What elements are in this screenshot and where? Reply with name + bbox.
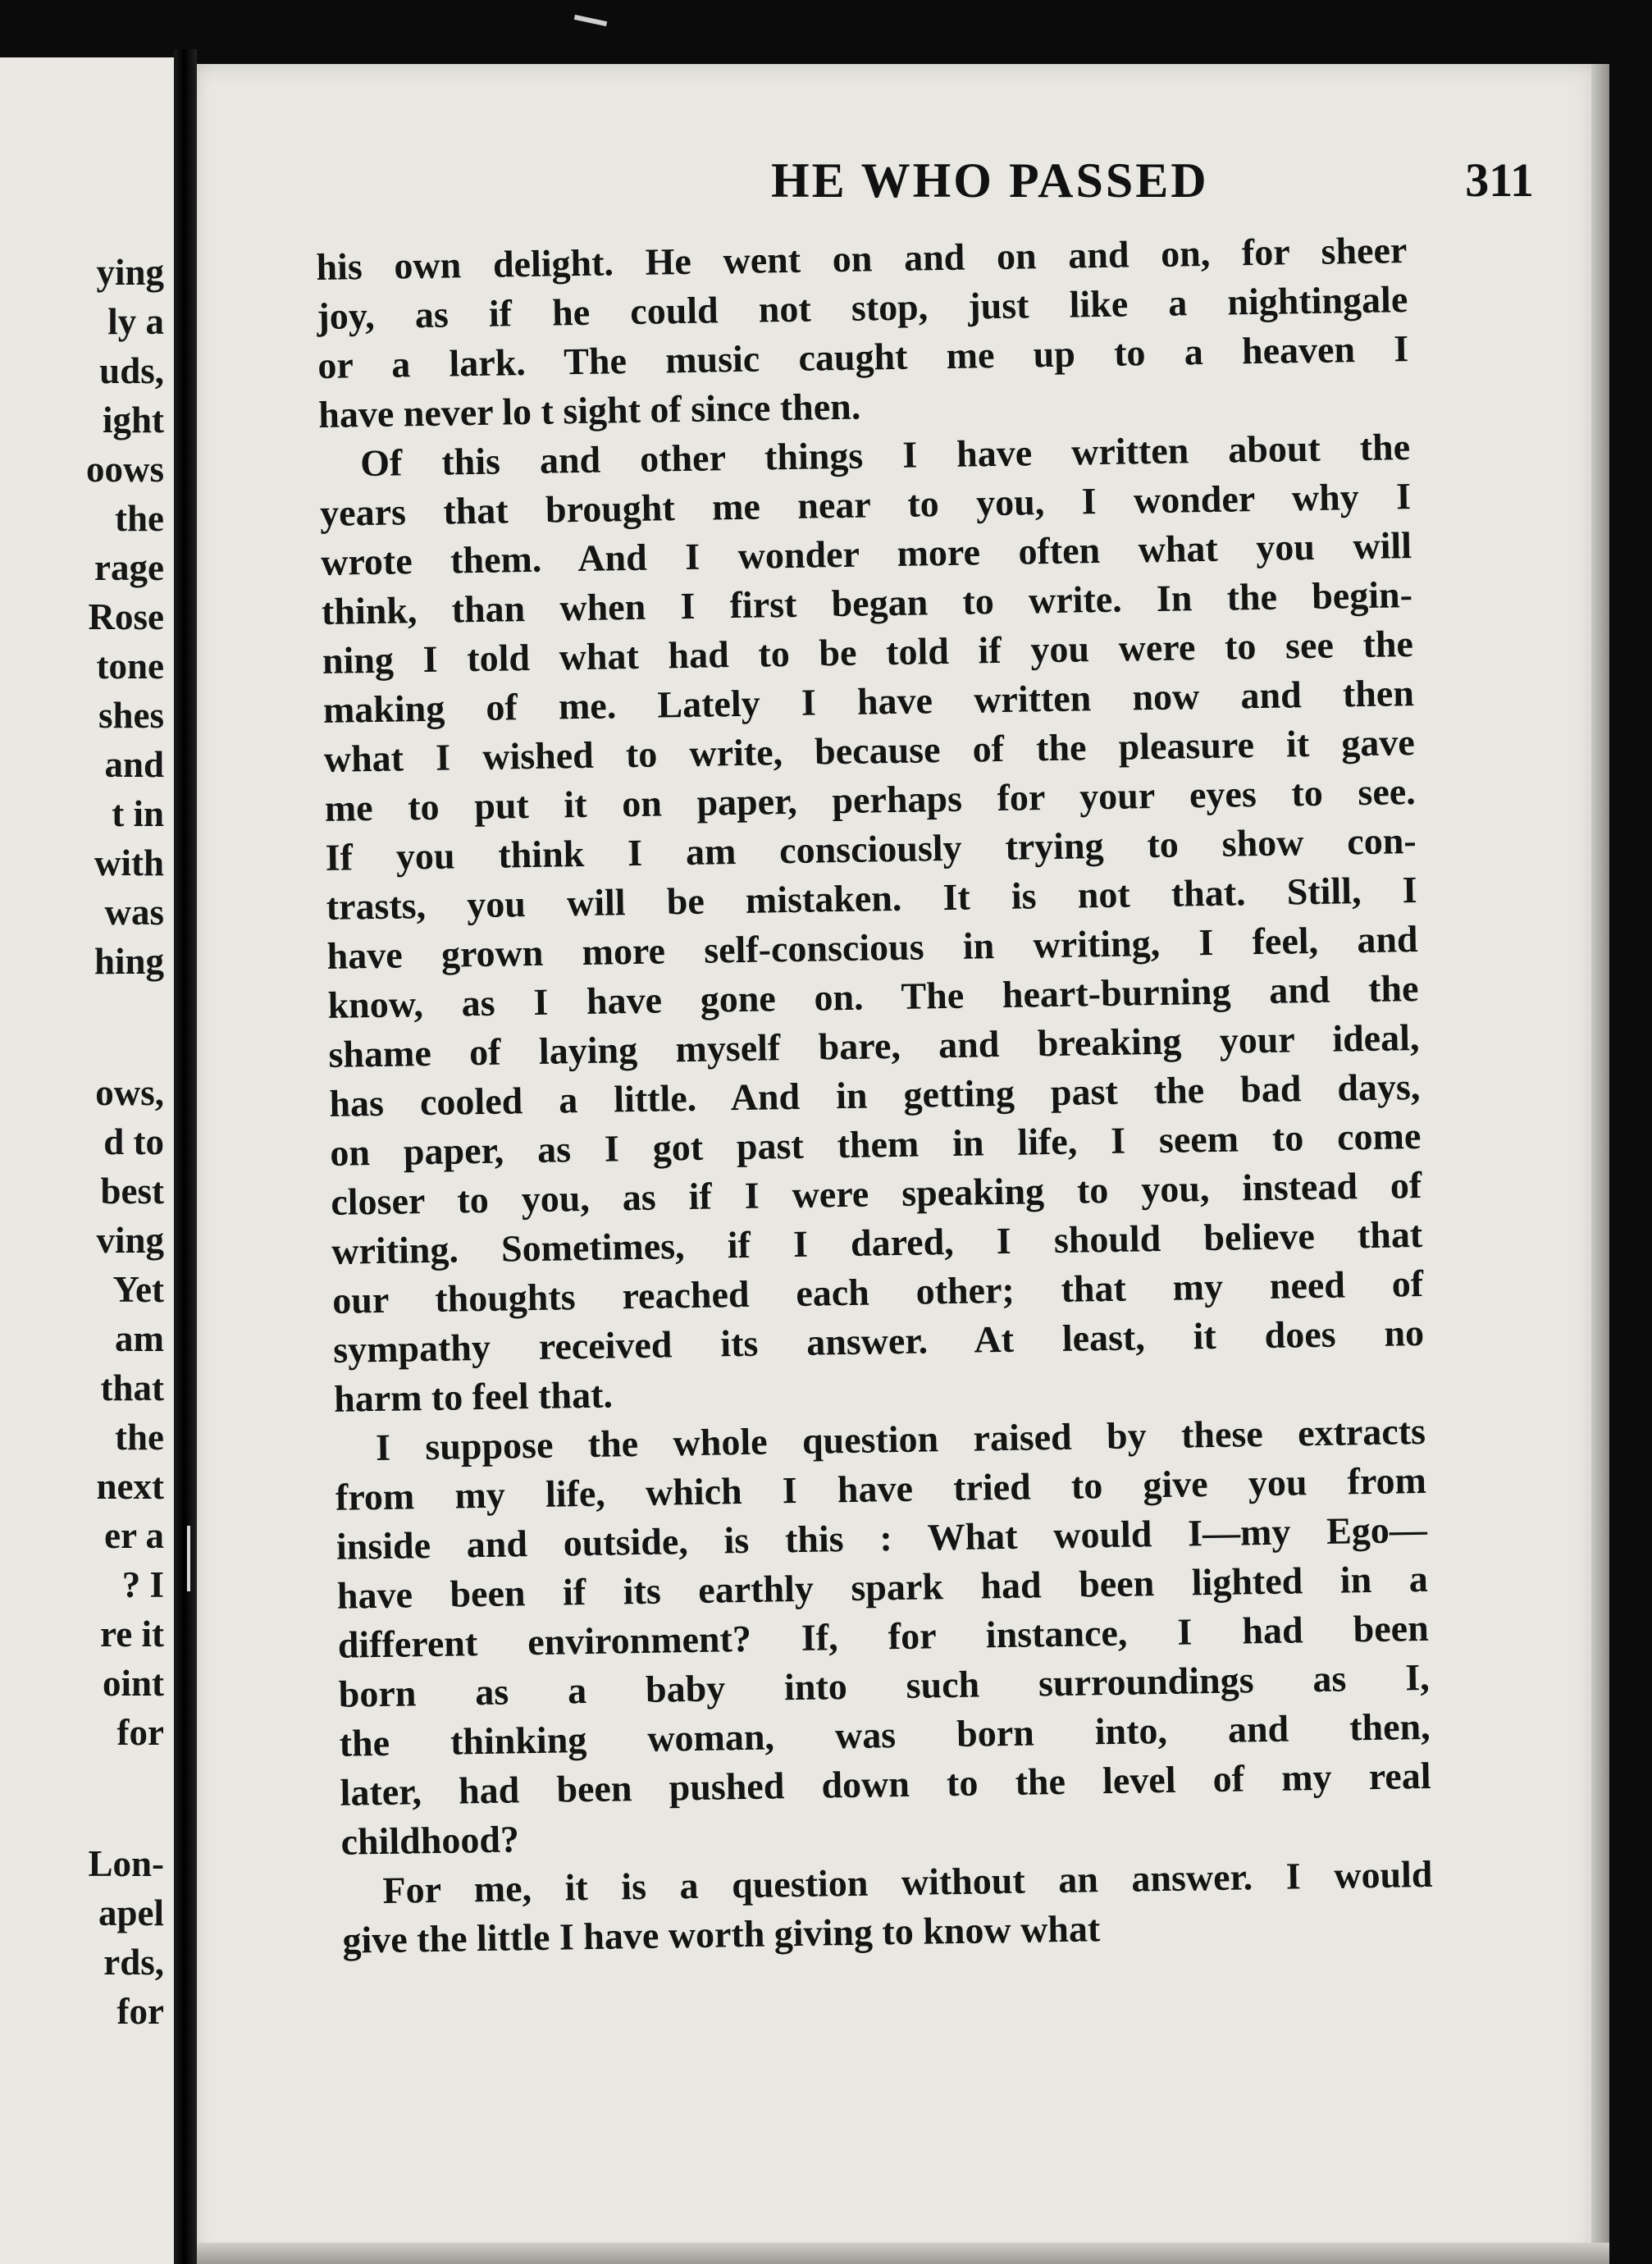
text-line: from my life, which I have tried to give you from: [335, 1458, 1427, 1518]
text-line: joy, as if he could not stop, just like a nightingale: [317, 278, 1408, 337]
previous-page-line: oint: [102, 1663, 164, 1704]
text-line: For me, it is a question without an answer. I would: [382, 1852, 1433, 1911]
text-line: our thoughts reached each other; that my need of: [331, 1262, 1424, 1321]
text-line: ning I told what had to be told if you were to see the: [322, 623, 1414, 682]
previous-page-line: Yet: [112, 1269, 164, 1310]
previous-page-line: [0, 986, 164, 1068]
text-line: his own delight. He went on and on and on, for sheer: [316, 229, 1408, 288]
text-line: harm to feel that.: [333, 1373, 614, 1420]
previous-page-line: [0, 1757, 164, 1839]
page-bottom-edge: [197, 2243, 1609, 2264]
previous-page-text: [0, 248, 164, 2036]
previous-page-line: oows: [85, 449, 164, 490]
paragraph: [341, 1850, 1434, 1965]
previous-page-line: Lon-: [88, 1843, 164, 1884]
previous-page-line: rage: [94, 547, 164, 588]
text-line: or a lark. The music caught me up to a heaven I: [317, 327, 1409, 386]
previous-page-line: for: [116, 1991, 164, 2032]
previous-page-line: the: [115, 498, 164, 539]
previous-page-line: was: [104, 892, 164, 933]
previous-page-line: er a: [104, 1515, 164, 1556]
page-number: 311: [1465, 153, 1534, 207]
text-line: born as a baby into such surroundings as I,: [338, 1655, 1431, 1715]
previous-page-line: Rose: [88, 596, 164, 637]
previous-page-line: t in: [112, 793, 164, 834]
previous-page-line: re it: [100, 1614, 164, 1655]
previous-page-line: that: [100, 1367, 164, 1408]
text-line: different environment? If, for instance, I had been: [337, 1606, 1430, 1666]
text-line: give the little I have worth giving to know what: [342, 1907, 1101, 1961]
previous-page-line: apel: [98, 1892, 164, 1933]
paragraph: [316, 226, 1410, 440]
previous-page-line: ying: [96, 252, 164, 293]
book-page: [197, 64, 1609, 2264]
text-line: If you think I am consciously trying to show con-: [325, 819, 1417, 879]
previous-page-line: the: [115, 1417, 164, 1458]
text-line: Of this and other things I have written about the: [359, 426, 1411, 485]
text-line: closer to you, as if I were speaking to you, instead of: [330, 1163, 1422, 1223]
previous-page-line: rds,: [103, 1942, 164, 1983]
running-head: [574, 153, 1534, 218]
text-line: have been if its earthly spark had been lighted in a: [336, 1557, 1429, 1617]
text-line: have grown more self-conscious in writing, I feel, and: [326, 918, 1418, 977]
scan-artifact: [187, 1526, 190, 1591]
previous-page-line: best: [100, 1171, 164, 1212]
page-body-text: [316, 226, 1434, 1965]
previous-page-line: ? I: [121, 1564, 164, 1605]
previous-page-line: next: [96, 1466, 164, 1507]
text-line: what I wished to write, because of the pleasure it gave: [323, 721, 1416, 780]
previous-page-line: hing: [94, 941, 164, 982]
text-line: think, than when I first began to write. In the begin-: [321, 573, 1413, 632]
paragraph: [335, 1407, 1432, 1867]
text-line: making of me. Lately I have written now and then: [322, 672, 1415, 731]
previous-page-line: shes: [98, 695, 164, 736]
text-line: trasts, you will be mistaken. It is not that. Still, I: [326, 869, 1417, 928]
text-line: has cooled a little. And in getting past the bad days,: [329, 1065, 1421, 1125]
previous-page-line: am: [115, 1318, 164, 1359]
text-line: childhood?: [340, 1818, 520, 1863]
previous-page-line: tone: [96, 646, 164, 687]
text-line: wrote them. And I wonder more often what you will: [320, 524, 1412, 583]
text-line: the thinking woman, was born into, and then,: [339, 1705, 1431, 1764]
previous-page-line: ving: [96, 1220, 164, 1261]
text-line: years that brought me near to you, I wonder why I: [319, 475, 1412, 534]
previous-page-line: ight: [102, 399, 164, 440]
text-line: inside and outside, is this : What would I—my Ego—: [335, 1508, 1428, 1568]
text-line: writing. Sometimes, if I dared, I should believe that: [331, 1212, 1423, 1272]
paragraph: [319, 422, 1426, 1424]
text-line: later, had been pushed down to the level of my real: [340, 1754, 1431, 1814]
previous-page-line: and: [104, 744, 164, 785]
text-line: sympathy received its answer. At least, it does no: [332, 1311, 1425, 1371]
previous-page-line: ows,: [95, 1072, 164, 1113]
text-line: shame of laying myself bare, and breaking your ideal,: [328, 1016, 1420, 1075]
previous-page-line: ly a: [107, 301, 164, 342]
text-line: on paper, as I got past them in life, I seem to come: [330, 1114, 1422, 1174]
text-line: I suppose the whole question raised by these extracts: [375, 1409, 1426, 1469]
previous-page-line: uds,: [99, 350, 164, 391]
previous-page-line: d to: [103, 1121, 164, 1162]
previous-page-line: for: [116, 1712, 164, 1753]
previous-page-fragment: [0, 57, 174, 2264]
text-line: have never lo t sight of since then.: [317, 385, 861, 436]
previous-page-line: with: [94, 842, 164, 883]
book-gutter: [174, 49, 197, 2264]
page-edge: [1591, 64, 1609, 2264]
text-line: know, as I have gone on. The heart-burning and the: [327, 966, 1419, 1026]
scan-artifact: [574, 15, 607, 26]
running-title: HE WHO PASSED: [771, 153, 1209, 208]
text-line: me to put it on paper, perhaps for your eyes to see.: [324, 770, 1417, 829]
